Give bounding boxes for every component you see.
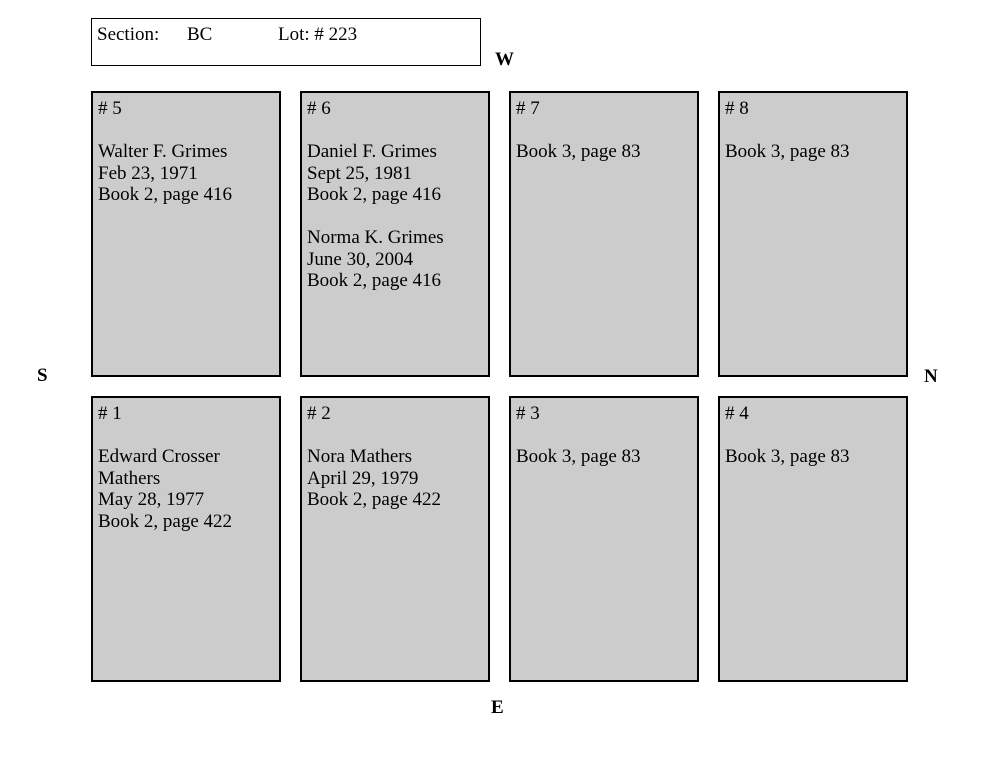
record-reference: Book 2, page 416 (98, 184, 233, 205)
compass-south: S (37, 365, 48, 386)
record-reference: Book 3, page 83 (725, 141, 850, 162)
plot-number: # 8 (725, 98, 749, 119)
plot-2 (300, 396, 490, 682)
burial-date: Sept 25, 1981 (307, 162, 413, 184)
plot-5 (91, 91, 281, 377)
plot-7 (509, 91, 699, 377)
record-reference: Book 3, page 83 (516, 446, 641, 467)
burial-date: June 30, 2004 (307, 248, 414, 270)
plot-3 (509, 396, 699, 682)
compass-west: W (495, 49, 514, 70)
burial-name: Edward Crosser (98, 446, 220, 467)
plot-number: # 1 (98, 403, 122, 424)
plot-1 (91, 396, 281, 682)
burial-date: May 28, 1977 (98, 489, 205, 510)
burial-name: Norma K. Grimes (307, 227, 444, 248)
section-label: Section: (97, 24, 160, 45)
burial-entry (98, 446, 274, 532)
record-reference: Book 3, page 83 (516, 141, 641, 162)
burial-name-continued: Mathers (98, 467, 161, 489)
compass-north: N (924, 366, 938, 387)
plot-number: # 3 (516, 403, 540, 424)
lot-label: Lot: # 223 (278, 24, 358, 45)
burial-date: April 29, 1979 (307, 467, 419, 489)
plot-number: # 7 (516, 98, 540, 119)
plot-number: # 2 (307, 403, 331, 424)
burial-entry (98, 141, 274, 206)
record-reference: Book 3, page 83 (725, 446, 850, 467)
plot-number: # 5 (98, 98, 122, 119)
section-value: BC (187, 24, 213, 45)
plot-number: # 6 (307, 98, 331, 119)
record-reference: Book 2, page 422 (307, 489, 442, 510)
plot-number: # 4 (725, 403, 749, 424)
burial-entry (307, 227, 483, 292)
burial-name: Daniel F. Grimes (307, 141, 437, 162)
plot-8 (718, 91, 908, 377)
burial-name: Nora Mathers (307, 446, 412, 467)
burial-name: Walter F. Grimes (98, 141, 228, 162)
compass-east: E (491, 697, 504, 718)
burial-entry (307, 446, 483, 511)
section-lot-header (91, 18, 481, 66)
burial-entry (307, 141, 483, 206)
plot-6 (300, 91, 490, 377)
burial-date: Feb 23, 1971 (98, 162, 198, 184)
record-reference: Book 2, page 422 (98, 510, 233, 532)
record-reference: Book 2, page 416 (307, 270, 442, 291)
record-reference: Book 2, page 416 (307, 184, 442, 205)
plot-4 (718, 396, 908, 682)
